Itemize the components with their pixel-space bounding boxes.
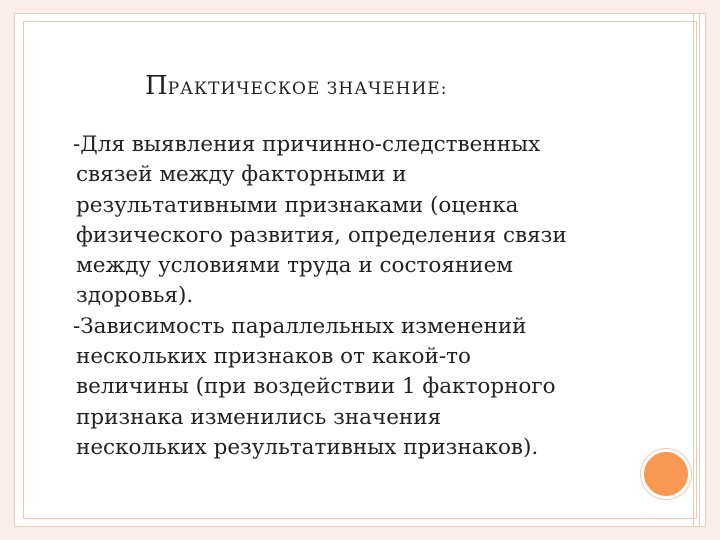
slide-title [145, 71, 447, 101]
body-paragraph [73, 312, 676, 463]
bullet-dash: - [73, 313, 81, 339]
title-colon: : [440, 79, 448, 99]
decorative-vertical-line [693, 14, 694, 526]
slide-body [73, 130, 676, 463]
title-text: РАКТИЧЕСКОЕ ЗНАЧЕНИЕ [167, 79, 441, 99]
decorative-vertical-line [699, 14, 700, 526]
paragraph-text: Зависимость параллельных изменений нескольких признаков от какой-то величины (при воздействии 1 факторного признака изменились значения нескольких результативных признаков). [76, 313, 556, 460]
paragraph-text: Для выявления причинно-следственных связей между факторными и результативными признаками (оценка физического развития, определения связи между условиями труда и состоянием здоровья). [76, 132, 567, 309]
body-paragraph [73, 130, 676, 312]
decorative-circle [641, 449, 691, 499]
title-initial-letter: П [145, 71, 168, 101]
bullet-dash: - [73, 132, 81, 157]
